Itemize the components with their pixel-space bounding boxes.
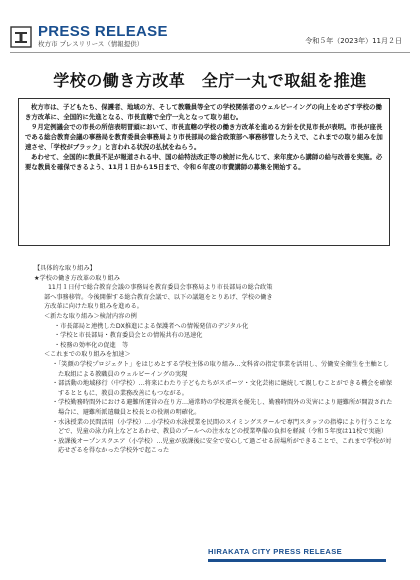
agenda-item: ・校務の効率化の促進 等 (54, 341, 129, 349)
star-heading: ★学校の働き方改革の取り組み (34, 274, 120, 282)
past-heading: ＜これまでの取り組みを加速＞ (44, 351, 131, 359)
past-item: ・放課後オープンスクエア（小学校）…児童が放課後に安全で安心して過ごせる居場所ができることで、これまで学校が対応せざるを得なかった学校外で起こった (52, 437, 392, 455)
agenda-heading: ＜新たな取り組み＞検討内容の例 (44, 312, 137, 320)
summary-paragraph: ９月定例議会での市長の所信表明冒頭において、市長直轄の学校の働き方改革を進める方針を伏見市長が表明。市長が座長である総合教育会議の事務局を教育委員会事務局より市長部局の総合政策部へ事務移管したうえで、これまでの取り組みを加速させ、「学校がブラック」と言われる状況の払拭をねらう。 (25, 123, 383, 151)
press-release-title: PRESS RELEASE (38, 23, 168, 40)
press-release-header (10, 24, 412, 50)
body-content (34, 264, 394, 456)
agenda-item: ・市長部局と連携したDX推進による保護者への情報発信のデジタル化 (54, 322, 249, 330)
footer-label: HIRAKATA CITY PRESS RELEASE (208, 547, 343, 556)
city-emblem-logo (10, 26, 32, 48)
headline: 学校の働き方改革 全庁一丸で取組を推進 (53, 71, 367, 90)
intro-line: 部へ事務移管。今後開催する総合教育会議で、以下の議題をとりあげ、学校の働き (44, 293, 273, 301)
agenda-item: ・学校と市長部局・教育委員会との情報共有の迅速化 (54, 332, 203, 340)
past-item: ・水泳授業の民間活用（小学校）…小学校の水泳授業を民間のスイミングスクールで専門スタッフの指導により行うことなどで、児童の泳力向上などとあわせ、教員のプールへの注水などの授業準備の負担を軽減（令和５年度は11校で実施） (52, 418, 392, 436)
header-divider (10, 52, 410, 53)
past-item: ・学校勤務時間外における避難所運営の在り方…通常時の学校運営を優先し、勤務時間外の災害により避難所が開設された場合に、避難所派遣職員と校長との役割の明確化。 (52, 399, 393, 416)
release-date: 令和５年（2023年）11月２日 (305, 37, 402, 45)
summary-box (18, 98, 390, 246)
summary-paragraph: あわせて、全国的に教員不足が報道される中、国の給特法改正等の検討に先んじて、来年度から講師の給与改善を実施。必要な教員を確保できるよう、11月１日から15日まで、令和６年度の市費講師の募集を開始する。 (25, 153, 383, 171)
footer-bar (208, 559, 386, 562)
past-item: ・部活動の地域移行（中学校）…将来にわたり子どもたちがスポーツ・文化芸術に継続して親しむことができる機会を確保するとともに、教員の業務改善にもつながる。 (52, 380, 393, 397)
intro-line: 11月１日付で総合教育会議の事務局を教育委員会事務局より市長部局の総合政策 (48, 284, 273, 292)
section-heading: 【具体的な取り組み】 (34, 265, 96, 272)
summary-paragraph: 枚方市は、子どもたち、保護者、地域の方、そして教職員等全ての学校関係者のウェルビーイングの向上をめざす学校の働き方改革に、全国的に先進となる、市長直轄で全庁一丸となって取り組む。 (25, 103, 382, 121)
press-release-subtitle: 枚方市 プレスリリース（情報提供） (38, 40, 144, 48)
past-item: ・「笑顔の学校プロジェクト」をはじめとする学校主体の取り組み…文科省の指定事業を活用し、労働安全衛生を主軸とした取組による教職員のウェルビーイングの実現 (52, 360, 390, 378)
intro-line: 方改革に向けた取り組みを進める。 (44, 303, 143, 311)
